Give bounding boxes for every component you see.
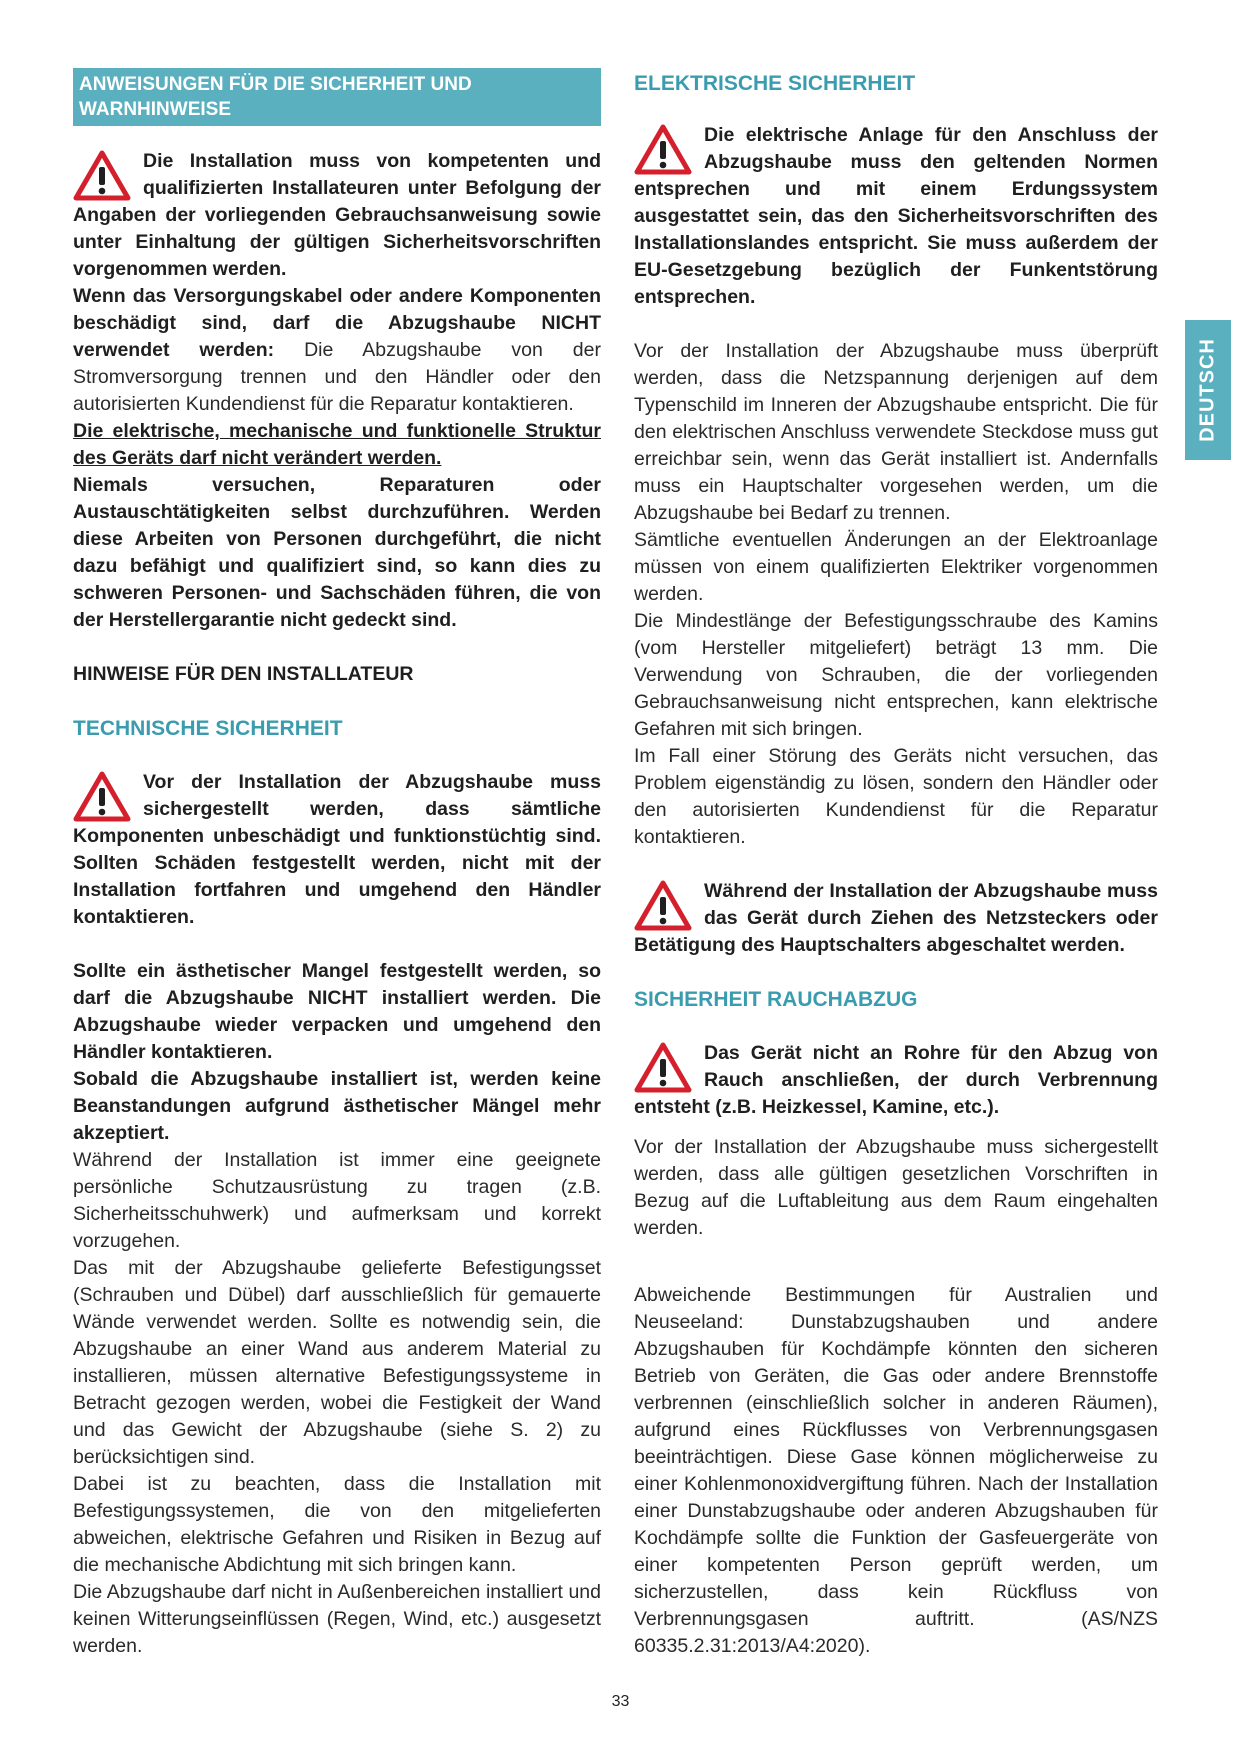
- warning-block-installation: [73, 148, 601, 283]
- warning-block-electrical: [634, 122, 1158, 311]
- page-number: 33: [611, 1693, 630, 1710]
- warning-text: Die Installation muss von kompetenten und qualifizierten Installateuren unter Befolgung der Angaben der vorliegenden Gebrauchsanweisung sowie unter Einhaltung der gültigen Sicherheitsvorschriften vorgenommen werden.: [73, 150, 601, 280]
- cable-warning-normal: Die Abzugshaube von der Stromversorgung trennen und den Händler oder den autorisierten Kundendienst für die Reparatur kontaktieren.: [73, 339, 601, 415]
- aesthetic-complaints: Sobald die Abzugshaube installiert ist, werden keine Beanstandungen aufgrund ästhetischer Mängel mehr akzeptiert.: [73, 1068, 601, 1144]
- tech-safety-heading: TECHNISCHE SICHERHEIT: [73, 717, 343, 740]
- language-tab: [1185, 320, 1231, 460]
- ppe-paragraph: Während der Installation ist immer eine geeignete persönliche Schutzausrüstung zu tragen (z.B. Sicherheitsschuhwerk) und aufmerksam und korrekt vorzugehen.: [73, 1149, 601, 1252]
- electrician-paragraph: Sämtliche eventuellen Änderungen an der Elektroanlage müssen von einem qualifizierten Elektriker vorgenommen werden.: [634, 529, 1158, 605]
- warning-block-smoke: [634, 1040, 1158, 1121]
- warning-triangle-icon: [634, 124, 692, 176]
- warning-triangle-icon: [634, 880, 692, 932]
- structure-warning: Die elektrische, mechanische und funktionelle Struktur des Geräts darf nicht verändert werden.: [73, 420, 601, 469]
- smoke-safety-heading: SICHERHEIT RAUCHABZUG: [634, 988, 918, 1011]
- voltage-paragraph: Vor der Installation der Abzugshaube muss überprüft werden, dass die Netzspannung derjenigen auf dem Typenschild im Inneren der Abzugshaube entspricht. Die für den elektrischen Anschluss verwendete Steckdose muss gut erreichbar sein, wenn das Gerät installiert ist. Andernfalls muss ein Hauptschalter vorgesehen werden, um die Abzugshaube bei Bedarf zu trennen.: [634, 340, 1158, 524]
- warning-text: Während der Installation der Abzugshaube muss das Gerät durch Ziehen des Netzsteckers oder Betätigung des Hauptschalters abgeschaltet werden.: [634, 880, 1158, 956]
- warning-text: Vor der Installation der Abzugshaube muss sichergestellt werden, dass sämtliche Komponenten unbeschädigt und funktionstüchtig sind. Sollten Schäden festgestellt werden, nicht mit der Installation fortfahren und umgehend den Händler kontaktieren.: [73, 771, 601, 928]
- screw-length-paragraph: Die Mindestlänge der Befestigungsschraube des Kamins (vom Hersteller mitgeliefert) beträgt 13 mm. Die Verwendung von Schrauben, die der vorliegenden Gebrauchsanweisung nicht entsprechen, kann elektrische Gefahren mit sich bringen.: [634, 610, 1158, 740]
- fixing-set-paragraph: Das mit der Abzugshaube gelieferte Befestigungsset (Schrauben und Dübel) darf ausschließlich für gemauerte Wände verwendet werden. Sollte es notwendig sein, die Abzugshaube an einer Wand aus anderem Material zu installieren, müssen alternative Befestigungssysteme in Betracht gezogen werden, wobei die Festigkeit der Wand und das Gewicht der Abzugshaube (siehe S. 2) zu berücksichtigen sind.: [73, 1257, 601, 1468]
- left-column: [73, 68, 601, 1660]
- warning-block-components: [73, 769, 601, 931]
- warning-triangle-icon: [634, 1042, 692, 1094]
- warning-text: Die elektrische Anlage für den Anschluss der Abzugshaube muss den geltenden Normen entsprechen und mit einem Erdungssystem ausgestattet sein, das den Sicherheitsvorschriften des Installationslandes entspricht. Sie muss außerdem der EU-Gesetzgebung bezüglich der Funkentstörung entsprechen.: [634, 124, 1158, 308]
- section-header-safety: ANWEISUNGEN FÜR DIE SICHERHEIT UND WARNHINWEISE: [73, 68, 601, 126]
- repair-warning: Niemals versuchen, Reparaturen oder Austauschtätigkeiten selbst durchzuführen. Werden diese Arbeiten von Personen durchgeführt, die nicht dazu befähigt und qualifiziert sind, so kann dies zu schweren Personen- und Sachschäden führen, die von der Herstellergarantie nicht gedeckt sind.: [73, 474, 601, 631]
- language-tab-label: DEUTSCH: [1196, 338, 1219, 442]
- warning-triangle-icon: [73, 150, 131, 202]
- fault-paragraph: Im Fall einer Störung des Geräts nicht versuchen, das Problem eigenständig zu lösen, sondern den Händler oder den autorisierten Kundendienst für die Reparatur kontaktieren.: [634, 745, 1158, 848]
- warning-text: Das Gerät nicht an Rohre für den Abzug von Rauch anschließen, der durch Verbrennung entsteht (z.B. Heizkessel, Kamine, etc.).: [634, 1042, 1158, 1118]
- air-discharge-paragraph: Vor der Installation der Abzugshaube muss sichergestellt werden, dass alle gültigen gesetzlichen Vorschriften in Bezug auf die Luftableitung aus dem Raum eingehalten werden.: [634, 1136, 1158, 1239]
- warning-triangle-icon: [73, 771, 131, 823]
- outdoor-paragraph: Die Abzugshaube darf nicht in Außenbereichen installiert und keinen Witterungseinflüssen (Regen, Wind, etc.) ausgesetzt werden.: [73, 1581, 601, 1657]
- cable-warning: [73, 283, 601, 418]
- cable-warning-bold: Wenn das Versorgungskabel oder andere Komponenten beschädigt sind, darf die Abzugshaube NICHT verwendet werden:: [73, 285, 601, 361]
- aesthetic-warning: Sollte ein ästhetischer Mangel festgestellt werden, so darf die Abzugshaube NICHT installiert werden. Die Abzugshaube wieder verpacken und umgehend den Händler kontaktieren.: [73, 960, 601, 1063]
- warning-block-disconnect: [634, 878, 1158, 959]
- electrical-safety-heading: ELEKTRISCHE SICHERHEIT: [634, 72, 916, 95]
- fixing-risk-paragraph: Dabei ist zu beachten, dass die Installation mit Befestigungssystemen, die von den mitgelieferten abweichen, elektrische Gefahren und Risiken in Bezug auf die mechanische Abdichtung mit sich bringen kann.: [73, 1473, 601, 1576]
- right-column: [634, 68, 1158, 1660]
- installer-heading: HINWEISE FÜR DEN INSTALLATEUR: [73, 663, 414, 685]
- australia-nz-paragraph: Abweichende Bestimmungen für Australien und Neuseeland: Dunstabzugshauben und andere Abzugshauben für Kochdämpfe könnten den sicheren Betrieb von Geräten, die Gas oder andere Brennstoffe verbrennen (einschließlich solcher in anderen Räumen), aufgrund eines Rückflusses von Verbrennungsgasen beeinträchtigen. Diese Gase können möglicherweise zu einer Kohlenmonoxidvergiftung führen. Nach der Installation einer Dunstabzugshaube oder anderen Abzugshauben für Kochdämpfe sollte die Funktion der Gasfeuergeräte von einer kompetenten Person geprüft werden, um sicherzustellen, dass kein Rückfluss von Verbrennungsgasen auftritt. (AS/NZS 60335.2.31:2013/A4:2020).: [634, 1284, 1158, 1657]
